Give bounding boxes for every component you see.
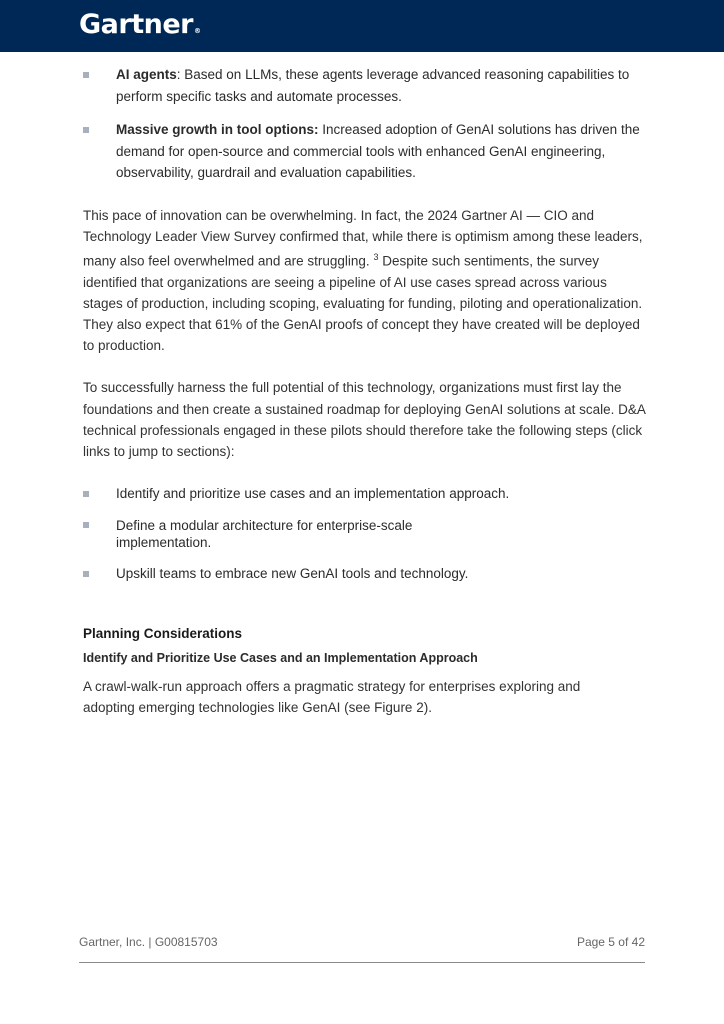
paragraph-text: This pace of innovation can be overwhelming. In fact, the 2024 Gartner AI — CIO and Technology Leader View Survey confirmed that, while there is optimism among these leaders, many also feel overwhelmed and are struggling.: [83, 207, 643, 269]
footer-page-number: Page 5 of 42: [576, 935, 645, 949]
page-header: [0, 0, 724, 52]
logo-registered-mark: ®: [193, 27, 201, 35]
step-link-identify-use-cases[interactable]: [83, 483, 648, 505]
list-item: [83, 119, 648, 184]
bullet-text: Increased adoption of GenAI solutions has driven the demand for open-source and commercial tools with enhanced GenAI engineering, observability, guardrail and evaluation capabilities.: [116, 122, 640, 180]
subsection-heading: Identify and Prioritize Use Cases and an Implementation Approach: [83, 651, 478, 666]
page-content: [83, 64, 648, 719]
step-link-upskill-teams[interactable]: [83, 563, 648, 585]
crawl-walk-run-paragraph: A crawl-walk-run approach offers a pragmatic strategy for enterprises exploring and adopting emerging technologies like GenAI (see Figure 2).: [83, 679, 581, 716]
step-text: Define a modular architecture for enterprise-scale implementation.: [116, 517, 413, 550]
bullet-square-icon: [83, 522, 89, 528]
paragraph-text: Despite such sentiments, the survey identified that organizations are seeing a pipeline of AI use cases spread across various stages of production, including scoping, evaluating for funding, piloting and operationalization. They also expect that 61% of the GenAI proofs of concept they have created will be deployed to production.: [83, 253, 643, 354]
harness-paragraph: To successfully harness the full potential of this technology, organizations must first lay the foundations and then create a sustained roadmap for deploying GenAI solutions at scale. D&A technical professionals engaged in these pilots should therefore take the following steps (click links to jump to sections):: [83, 380, 646, 460]
bullet-square-icon: [83, 72, 89, 78]
list-item: [83, 64, 648, 107]
section-heading: Planning Considerations: [83, 626, 243, 642]
step-text: Identify and prioritize use cases and an implementation approach.: [116, 486, 510, 502]
bullet-square-icon: [83, 491, 89, 497]
step-link-define-architecture[interactable]: [83, 517, 648, 551]
bullet-square-icon: [83, 571, 89, 577]
bullet-text: : Based on LLMs, these agents leverage advanced reasoning capabilities to perform specific tasks and automate processes.: [116, 67, 630, 104]
footnote-3-link[interactable]: 3: [373, 251, 379, 262]
feature-bullet-list: [83, 64, 648, 184]
survey-paragraph: [83, 205, 648, 357]
bullet-lead: AI agents: [116, 67, 177, 82]
footer-document-id: Gartner, Inc. | G00815703: [79, 935, 218, 949]
gartner-logo[interactable]: [79, 7, 200, 49]
footer-divider: [79, 962, 645, 963]
bullet-square-icon: [83, 127, 89, 133]
step-text: Upskill teams to embrace new GenAI tools and technology.: [116, 565, 469, 581]
bullet-lead: Massive growth in tool options:: [116, 122, 319, 137]
steps-list: [83, 483, 648, 584]
logo-text: Gartner: [79, 9, 193, 40]
